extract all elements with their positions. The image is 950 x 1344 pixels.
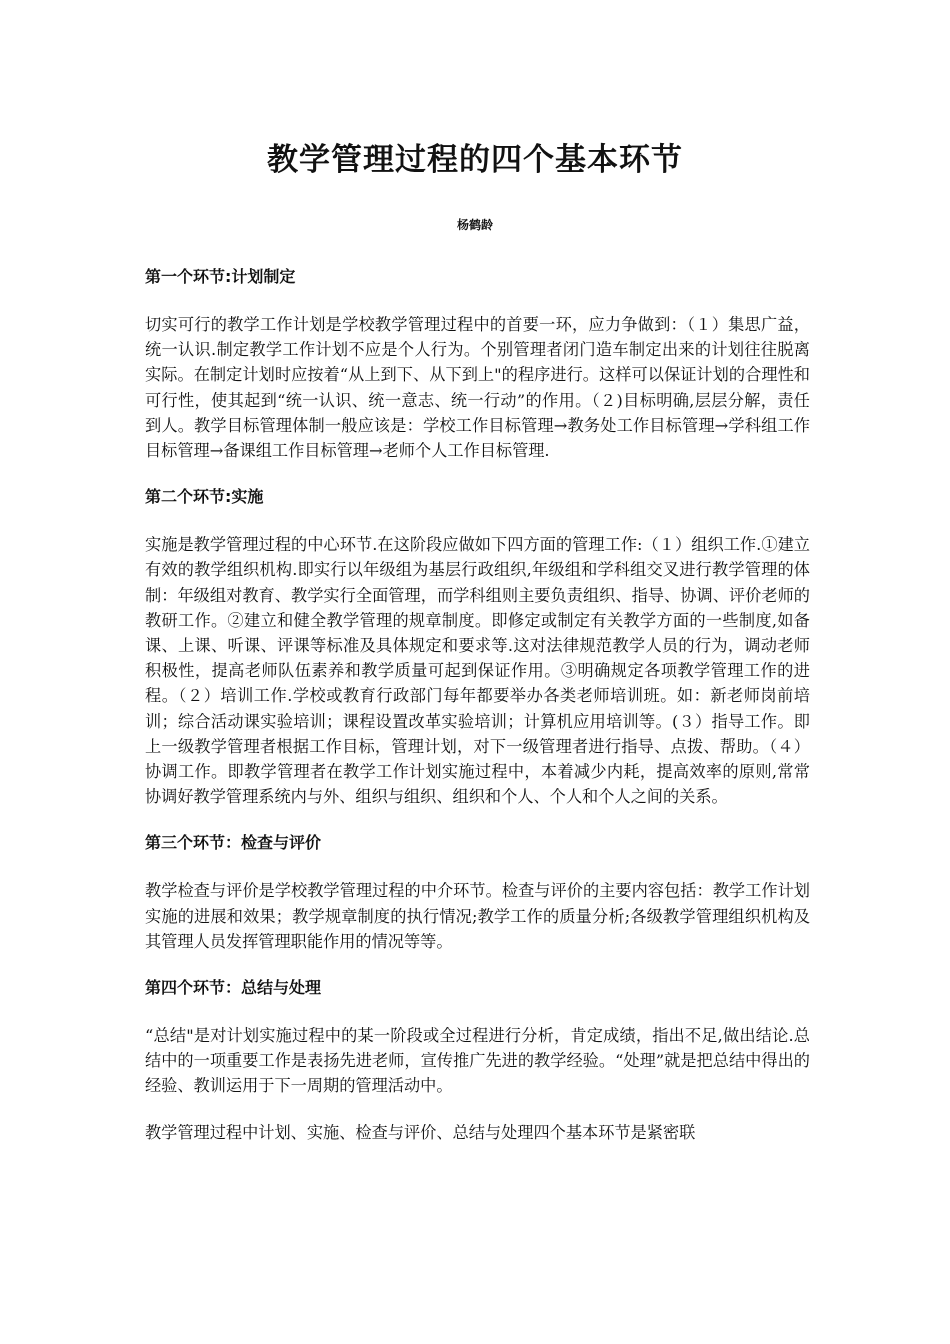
document-body (145, 264, 810, 1166)
document-author: 杨鹤龄 (456, 218, 493, 232)
section-planning (145, 264, 810, 463)
section-paragraph: “总结"是对计划实施过程中的某一阶段或全过程进行分析，肯定成绩，指出不足,做出结论.总结中的一项重要工作是表扬先进老师，宣传推广先进的教学经验。“处理”就是把总结中得出的经验、教训运用于下一周期的管理活动中。 (145, 1026, 810, 1096)
section-heading: 第三个环节：检查与评价 (145, 833, 322, 853)
section-paragraph: 教学检查与评价是学校教学管理过程的中介环节。检查与评价的主要内容包括：教学工作计划实施的进展和效果；教学规章制度的执行情况;教学工作的质量分析;各级教学管理组织机构及其管理人员发挥管理职能作用的情况等等。 (145, 881, 810, 951)
section-heading: 第四个环节：总结与处理 (145, 978, 322, 998)
section-paragraph: 切实可行的教学工作计划是学校教学管理过程中的首要一环，应力争做到：（１）集思广益，统一认识.制定教学工作计划不应是个人行为。个别管理者闭门造车制定出来的计划往往脱离实际。在制定计划时应按着“从上到下、从下到上"的程序进行。这样可以保证计划的合理性和可行性，使其起到“统一认识、统一意志、统一行动”的作用。（２)目标明确,层层分解，责任到人。教学目标管理体制一般应该是：学校工作目标管理→教务处工作目标管理→学科组工作目标管理→备课组工作目标管理→老师个人工作目标管理. (145, 315, 810, 461)
section-implementation (145, 484, 810, 809)
section-heading: 第一个环节:计划制定 (145, 267, 296, 286)
section-summary (145, 975, 810, 1145)
section-heading: 第二个环节:实施 (145, 487, 264, 507)
document-title: 教学管理过程的四个基本环节 (267, 142, 683, 178)
section-paragraph: 实施是教学管理过程的中心环节.在这阶段应做如下四方面的管理工作:（１）组织工作.①建立有效的教学组织机构.即实行以年级组为基层行政组织,年级组和学科组交叉进行教学管理的体制：年级组对教育、教学实行全面管理，而学科组则主要负责组织、指导、协调、评价老师的教研工作。②建立和健全教学管理的规章制度。即修定或制定有关教学方面的一些制度,如备课、上课、听课、评课等标准及具体规定和要求等.这对法律规范教学人员的行为，调动老师积极性，提高老师队伍素养和教学质量可起到保证作用。③明确规定各项教学管理工作的进程。（２）培训工作.学校或教育行政部门每年都要举办各类老师培训班。如：新老师岗前培训；综合活动课实验培训；课程设置改革实验培训；计算机应用培训等。(３）指导工作。即上一级教学管理者根据工作目标，管理计划，对下一级管理者进行指导、点拨、帮助。（４）协调工作。即教学管理者在教学工作计划实施过程中，本着减少内耗，提高效率的原则,常常协调好教学管理系统内与外、组织与组织、组织和个人、个人和个人之间的关系。 (145, 535, 810, 807)
section-inspection (145, 830, 810, 954)
section-paragraph: 教学管理过程中计划、实施、检查与评价、总结与处理四个基本环节是紧密联 (145, 1122, 696, 1142)
